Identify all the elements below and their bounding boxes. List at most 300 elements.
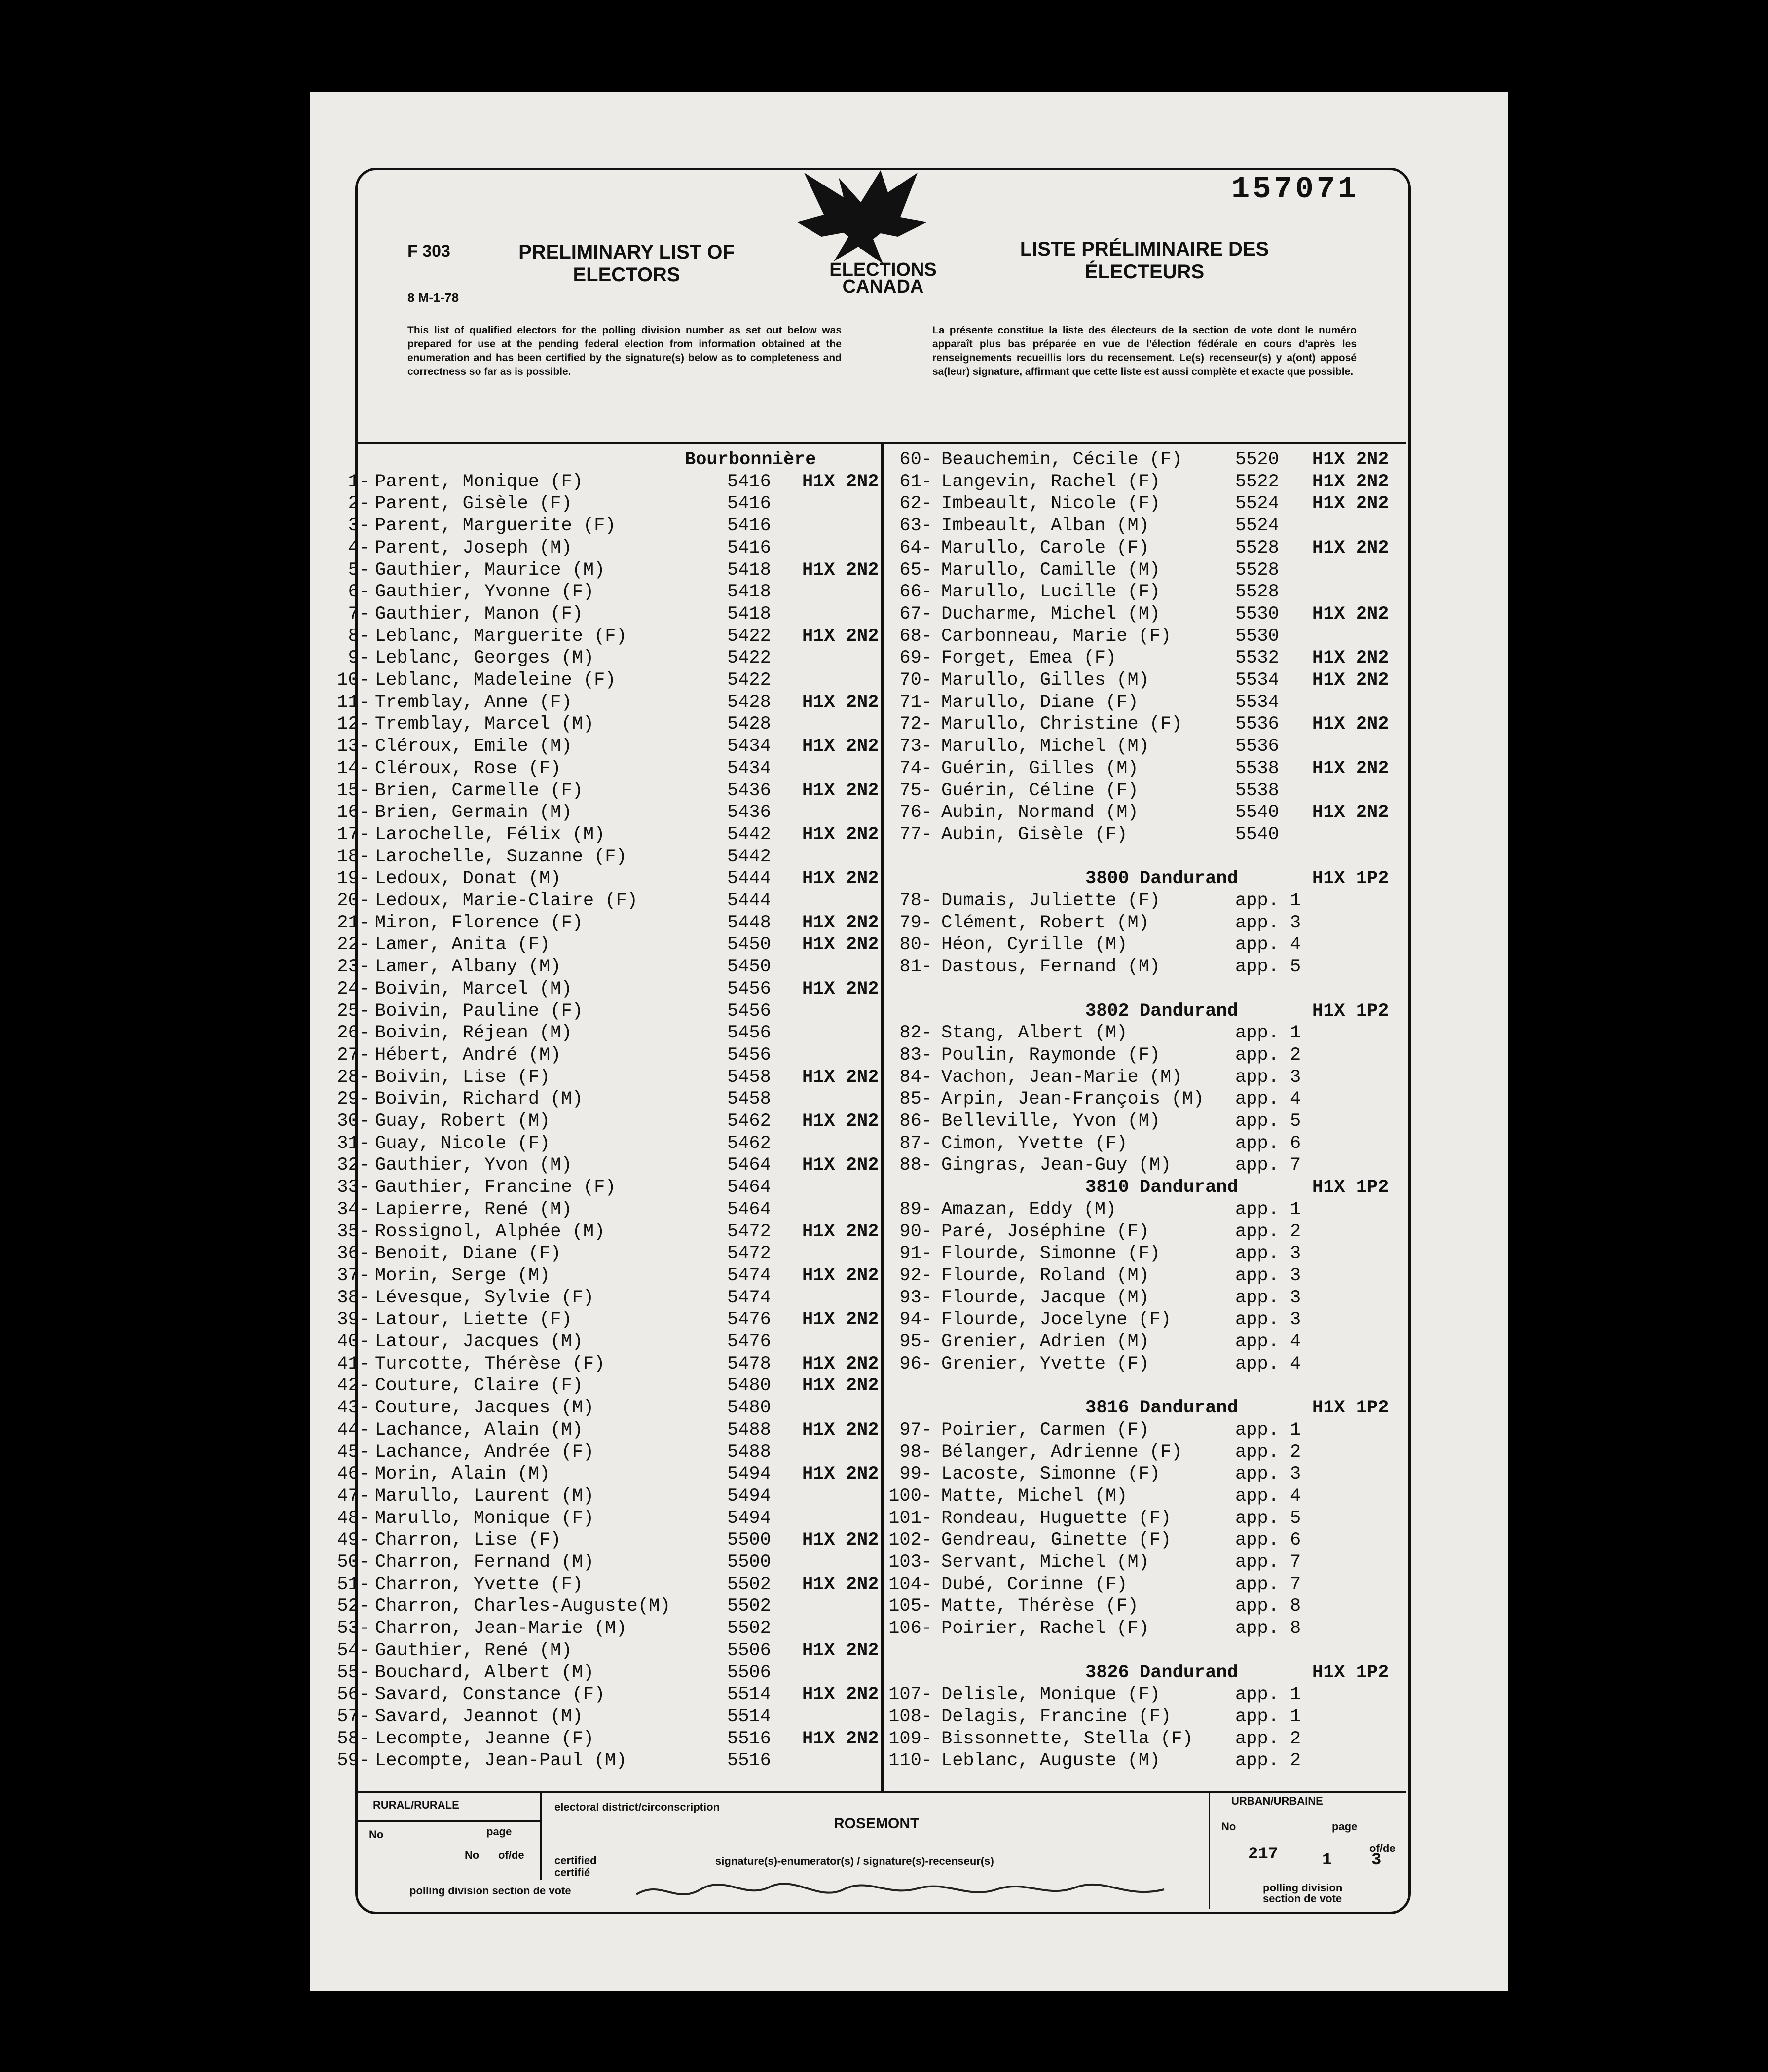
elector-number: 54- <box>337 1640 370 1661</box>
elector-name: Hébert, André (M) <box>375 1044 561 1066</box>
elector-number: 82- <box>899 1023 932 1044</box>
elector-address: app. 2 <box>1235 1044 1301 1066</box>
elector-name: Marullo, Carole (F) <box>941 537 1149 558</box>
elector-name: Matte, Michel (M) <box>941 1485 1128 1507</box>
street-name: Dandurand <box>1140 1000 1238 1022</box>
elector-postal-code: H1X 2N2 <box>802 1067 879 1088</box>
elector-address: 5488 <box>727 1419 771 1441</box>
elector-address: app. 1 <box>1235 1684 1301 1705</box>
elector-number: 4- <box>348 537 370 558</box>
elector-postal-code: H1X 2N2 <box>802 1464 879 1485</box>
elector-name: Couture, Jacques (M) <box>375 1398 594 1419</box>
elector-postal-code: H1X 2N2 <box>1312 493 1389 515</box>
elector-postal-code: H1X 2N2 <box>1312 802 1389 823</box>
elector-name: Parent, Gisèle (F) <box>375 493 572 515</box>
elector-number: 76- <box>899 802 932 823</box>
elector-name: Lachance, Alain (M) <box>375 1419 583 1441</box>
elector-address: 5480 <box>727 1398 771 1419</box>
elector-name: Charron, Fernand (M) <box>375 1552 594 1573</box>
urban-no-label: No <box>1221 1820 1236 1833</box>
elector-name: Latour, Liette (F) <box>375 1309 572 1331</box>
elector-name: Delisle, Monique (F) <box>941 1684 1161 1705</box>
elector-number: 17- <box>337 824 370 845</box>
elector-number: 35- <box>337 1221 370 1242</box>
elector-number: 11- <box>337 692 370 713</box>
elector-address: app. 7 <box>1235 1155 1301 1176</box>
elector-name: Gauthier, Manon (F) <box>375 603 583 625</box>
elector-postal-code: H1X 2N2 <box>1312 603 1389 625</box>
elector-address: 5478 <box>727 1353 771 1374</box>
elector-number: 49- <box>337 1530 370 1551</box>
elector-name: Larochelle, Suzanne (F) <box>375 846 627 867</box>
elector-name: Marullo, Diane (F) <box>941 692 1139 713</box>
elector-number: 30- <box>337 1111 370 1132</box>
elector-number: 91- <box>899 1243 932 1264</box>
elector-address: app. 3 <box>1235 1464 1301 1485</box>
elector-name: Morin, Alain (M) <box>375 1464 551 1485</box>
elector-address: 5436 <box>727 802 771 823</box>
elector-number: 89- <box>899 1199 932 1220</box>
elector-number: 94- <box>899 1309 932 1331</box>
elector-address: app. 4 <box>1235 1353 1301 1374</box>
elector-name: Charron, Charles-Auguste(M) <box>375 1596 671 1617</box>
elector-address: app. 5 <box>1235 957 1301 978</box>
elector-postal-code: H1X 2N2 <box>802 912 879 933</box>
elector-address: 5476 <box>727 1309 771 1331</box>
street-name: Dandurand <box>1140 1177 1238 1198</box>
elector-name: Morin, Serge (M) <box>375 1265 551 1286</box>
elector-name: Stang, Albert (M) <box>941 1023 1128 1044</box>
elector-number: 107- <box>888 1684 932 1705</box>
elector-address: 5532 <box>1235 648 1279 669</box>
rural-of-label: of/de <box>498 1849 524 1861</box>
elector-number: 48- <box>337 1508 370 1529</box>
elector-number: 33- <box>337 1177 370 1198</box>
elector-postal-code: H1X 2N2 <box>1312 648 1389 669</box>
elector-number: 41- <box>337 1353 370 1374</box>
elector-address: app. 3 <box>1235 1287 1301 1308</box>
elector-address: app. 5 <box>1235 1111 1301 1132</box>
elector-number: 69- <box>899 648 932 669</box>
elector-name: Guérin, Gilles (M) <box>941 758 1139 779</box>
elector-number: 97- <box>899 1419 932 1441</box>
elector-address: 5444 <box>727 868 771 889</box>
elector-address: 5474 <box>727 1287 771 1308</box>
elector-number: 65- <box>899 559 932 581</box>
elector-number: 88- <box>899 1155 932 1176</box>
elector-address: app. 2 <box>1235 1221 1301 1242</box>
elector-number: 83- <box>899 1044 932 1066</box>
elector-name: Poirier, Rachel (F) <box>941 1618 1149 1639</box>
elector-name: Leblanc, Georges (M) <box>375 648 594 669</box>
elector-postal-code: H1X 2N2 <box>802 1111 879 1132</box>
elector-name: Poirier, Carmen (F) <box>941 1419 1149 1441</box>
elector-number: 57- <box>337 1706 370 1727</box>
footer-divider <box>358 1791 1406 1793</box>
elector-number: 92- <box>899 1265 932 1286</box>
elector-name: Dastous, Fernand (M) <box>941 957 1161 978</box>
elector-number: 59- <box>337 1750 370 1772</box>
elector-address: 5528 <box>1235 559 1279 581</box>
street-number: 3816 <box>1085 1398 1129 1419</box>
elector-address: 5534 <box>1235 670 1279 691</box>
street-number: 3810 <box>1085 1177 1129 1198</box>
district-label: electoral district/circonscription <box>554 1801 720 1813</box>
elector-name: Lévesque, Sylvie (F) <box>375 1287 594 1308</box>
elector-address: 5536 <box>1235 736 1279 757</box>
elector-address: 5462 <box>727 1133 771 1154</box>
elector-address: 5538 <box>1235 758 1279 779</box>
elector-postal-code: H1X 2N2 <box>802 736 879 757</box>
elector-address: 5428 <box>727 714 771 735</box>
street-name: Dandurand <box>1140 1662 1238 1683</box>
elector-name: Leblanc, Madeleine (F) <box>375 670 616 691</box>
elector-number: 106- <box>888 1618 932 1639</box>
elector-number: 18- <box>337 846 370 867</box>
elector-name: Arpin, Jean-François (M) <box>941 1089 1204 1110</box>
elector-number: 110- <box>888 1750 932 1772</box>
elector-address: 5524 <box>1235 516 1279 537</box>
elector-address: 5458 <box>727 1067 771 1088</box>
elector-number: 23- <box>337 957 370 978</box>
elector-number: 50- <box>337 1552 370 1573</box>
certification-text-french: La présente constitue la liste des électeurs de la section de vote dont le numéro apparaît plus bas préparée en vue de l'élection fédérale en cours d'après les renseignements recueillis lors du recensement. Le(s) recenseur(s) y a(ont) apposé sa(leur) signature, affirmant que cette liste est aussi complète et exacte que possible. <box>932 325 1357 377</box>
elector-number: 32- <box>337 1155 370 1176</box>
elector-number: 40- <box>337 1332 370 1352</box>
elector-number: 101- <box>888 1508 932 1529</box>
elector-number: 99- <box>899 1464 932 1485</box>
elector-name: Ducharme, Michel (M) <box>941 603 1161 625</box>
elector-postal-code: H1X 2N2 <box>802 1309 879 1331</box>
elector-name: Marullo, Christine (F) <box>941 714 1182 735</box>
elector-number: 105- <box>888 1596 932 1617</box>
elector-address: app. 1 <box>1235 1706 1301 1727</box>
elector-address: app. 5 <box>1235 1508 1301 1529</box>
elector-address: 5500 <box>727 1530 771 1551</box>
elector-number: 42- <box>337 1375 370 1397</box>
rural-page-label: page <box>486 1825 512 1838</box>
elector-name: Savard, Constance (F) <box>375 1684 605 1705</box>
elector-name: Guérin, Céline (F) <box>941 780 1139 801</box>
elector-address: 5418 <box>727 582 771 603</box>
elector-number: 66- <box>899 582 932 603</box>
elector-address: 5494 <box>727 1508 771 1529</box>
enumerator-signature <box>631 1875 1174 1909</box>
elector-number: 85- <box>899 1089 932 1110</box>
elector-address: 5472 <box>727 1243 771 1264</box>
elector-number: 1- <box>348 471 370 492</box>
elector-address: 5458 <box>727 1089 771 1110</box>
elector-postal-code: H1X 2N2 <box>802 1155 879 1176</box>
elector-number: 104- <box>888 1574 932 1595</box>
elector-name: Langevin, Rachel (F) <box>941 471 1161 492</box>
elector-number: 10- <box>337 670 370 691</box>
elector-number: 24- <box>337 978 370 999</box>
elector-name: Boivin, Réjean (M) <box>375 1023 572 1044</box>
elector-number: 52- <box>337 1596 370 1617</box>
elector-name: Guay, Robert (M) <box>375 1111 551 1132</box>
elector-address: app. 6 <box>1235 1530 1301 1551</box>
street-number: 3826 <box>1085 1662 1129 1683</box>
elector-name: Bélanger, Adrienne (F) <box>941 1442 1182 1463</box>
elector-name: Larochelle, Félix (M) <box>375 824 605 845</box>
elector-address: app. 3 <box>1235 1309 1301 1331</box>
elector-address: 5444 <box>727 890 771 911</box>
elector-name: Gendreau, Ginette (F) <box>941 1530 1172 1551</box>
elector-number: 19- <box>337 868 370 889</box>
logo-text: ELECTIONS CANADA <box>829 259 937 297</box>
elector-name: Marullo, Laurent (M) <box>375 1485 594 1507</box>
elector-address: 5502 <box>727 1596 771 1617</box>
elector-number: 93- <box>899 1287 932 1308</box>
elector-number: 12- <box>337 714 370 735</box>
elector-address: 5428 <box>727 692 771 713</box>
elector-name: Dubé, Corinne (F) <box>941 1574 1128 1595</box>
elector-name: Lecompte, Jean-Paul (M) <box>375 1750 627 1772</box>
elector-name: Gauthier, Maurice (M) <box>375 559 605 581</box>
elector-number: 109- <box>888 1728 932 1749</box>
elector-number: 47- <box>337 1485 370 1507</box>
elector-postal-code: H1X 2N2 <box>802 626 879 647</box>
elector-name: Lachance, Andrée (F) <box>375 1442 594 1463</box>
urban-of-label: of/de <box>1369 1842 1396 1854</box>
elector-address: 5416 <box>727 471 771 492</box>
elector-address: 5534 <box>1235 692 1279 713</box>
elector-address: 5506 <box>727 1662 771 1683</box>
elector-number: 28- <box>337 1067 370 1088</box>
elector-name: Rossignol, Alphée (M) <box>375 1221 605 1242</box>
elector-name: Charron, Jean-Marie (M) <box>375 1618 627 1639</box>
elector-name: Benoit, Diane (F) <box>375 1243 561 1264</box>
elector-name: Leblanc, Marguerite (F) <box>375 626 627 647</box>
elector-number: 63- <box>899 516 932 537</box>
elector-number: 84- <box>899 1067 932 1088</box>
elector-address: app. 2 <box>1235 1750 1301 1772</box>
elector-postal-code: H1X 2N2 <box>802 824 879 845</box>
elector-postal-code: H1X 2N2 <box>802 1684 879 1705</box>
elector-number: 56- <box>337 1684 370 1705</box>
elector-number: 67- <box>899 603 932 625</box>
elector-name: Lecompte, Jeanne (F) <box>375 1728 594 1749</box>
elector-name: Rondeau, Huguette (F) <box>941 1508 1172 1529</box>
elector-postal-code: H1X 2N2 <box>1312 449 1389 470</box>
rural-divider <box>540 1793 542 1880</box>
elector-address: 5422 <box>727 648 771 669</box>
elector-number: 61- <box>899 471 932 492</box>
elector-address: 5436 <box>727 780 771 801</box>
elector-name: Guay, Nicole (F) <box>375 1133 551 1154</box>
elector-name: Brien, Carmelle (F) <box>375 780 583 801</box>
title-french: LISTE PRÉLIMINAIRE DES ÉLECTEURS <box>1020 238 1269 283</box>
elector-number: 31- <box>337 1133 370 1154</box>
street-postal-code: H1X 1P2 <box>1312 1177 1389 1198</box>
elector-number: 27- <box>337 1044 370 1066</box>
elector-address: app. 3 <box>1235 1243 1301 1264</box>
elector-address: 5474 <box>727 1265 771 1286</box>
elector-postal-code: H1X 2N2 <box>802 692 879 713</box>
elector-number: 20- <box>337 890 370 911</box>
elector-name: Charron, Lise (F) <box>375 1530 561 1551</box>
elector-number: 43- <box>337 1398 370 1419</box>
elector-name: Gauthier, Yvonne (F) <box>375 582 594 603</box>
elector-number: 36- <box>337 1243 370 1264</box>
elector-address: 5416 <box>727 493 771 515</box>
elector-number: 45- <box>337 1442 370 1463</box>
elector-address: 5476 <box>727 1332 771 1352</box>
elector-address: app. 1 <box>1235 1199 1301 1220</box>
elector-number: 95- <box>899 1332 932 1352</box>
elector-address: 5480 <box>727 1375 771 1397</box>
elector-postal-code: H1X 2N2 <box>802 1375 879 1397</box>
elector-number: 102- <box>888 1530 932 1551</box>
elector-address: 5464 <box>727 1177 771 1198</box>
elector-number: 80- <box>899 934 932 956</box>
elector-address: 5434 <box>727 758 771 779</box>
elector-postal-code: H1X 2N2 <box>802 1728 879 1749</box>
elector-address: 5462 <box>727 1111 771 1132</box>
elector-address: 5530 <box>1235 626 1279 647</box>
elector-name: Gauthier, Francine (F) <box>375 1177 616 1198</box>
district-value: ROSEMONT <box>834 1815 920 1832</box>
elector-address: app. 2 <box>1235 1442 1301 1463</box>
elector-number: 81- <box>899 957 932 978</box>
elector-name: Marullo, Michel (M) <box>941 736 1149 757</box>
elector-name: Paré, Joséphine (F) <box>941 1221 1149 1242</box>
form-number: F 303 <box>407 242 450 260</box>
elector-postal-code: H1X 2N2 <box>802 868 879 889</box>
elector-address: 5418 <box>727 559 771 581</box>
street-postal-code: H1X 1P2 <box>1312 868 1389 889</box>
elector-address: 5528 <box>1235 537 1279 558</box>
elector-address: 5506 <box>727 1640 771 1661</box>
elector-number: 90- <box>899 1221 932 1242</box>
elector-address: 5536 <box>1235 714 1279 735</box>
elector-number: 34- <box>337 1199 370 1220</box>
elector-postal-code: H1X 2N2 <box>802 471 879 492</box>
elector-name: Gauthier, René (M) <box>375 1640 572 1661</box>
urban-page-label: page <box>1332 1820 1358 1833</box>
elector-postal-code: H1X 2N2 <box>802 978 879 999</box>
elector-address: 5418 <box>727 603 771 625</box>
elector-address: 5488 <box>727 1442 771 1463</box>
elector-name: Imbeault, Nicole (F) <box>941 493 1161 515</box>
elector-name: Boivin, Pauline (F) <box>375 1000 583 1022</box>
elector-name: Parent, Monique (F) <box>375 471 583 492</box>
urban-polling-label: polling division section de vote <box>1263 1882 1343 1905</box>
elector-name: Tremblay, Anne (F) <box>375 692 572 713</box>
elector-postal-code: H1X 2N2 <box>802 559 879 581</box>
elector-address: 5538 <box>1235 780 1279 801</box>
elector-name: Marullo, Lucille (F) <box>941 582 1161 603</box>
elector-address: 5494 <box>727 1485 771 1507</box>
elector-name: Leblanc, Auguste (M) <box>941 1750 1161 1772</box>
elector-address: app. 4 <box>1235 934 1301 956</box>
elector-number: 58- <box>337 1728 370 1749</box>
elector-name: Flourde, Simonne (F) <box>941 1243 1161 1264</box>
elector-name: Gauthier, Yvon (M) <box>375 1155 572 1176</box>
elector-name: Héon, Cyrille (M) <box>941 934 1128 956</box>
elector-postal-code: H1X 2N2 <box>1312 670 1389 691</box>
elector-address: app. 7 <box>1235 1574 1301 1595</box>
elector-postal-code: H1X 2N2 <box>1312 714 1389 735</box>
elector-address: 5416 <box>727 516 771 537</box>
elector-address: app. 3 <box>1235 912 1301 933</box>
elector-name: Lapierre, René (M) <box>375 1199 572 1220</box>
elector-address: 5494 <box>727 1464 771 1485</box>
elector-postal-code: H1X 2N2 <box>802 1353 879 1374</box>
elector-number: 74- <box>899 758 932 779</box>
serial-number: 157071 <box>1231 172 1360 207</box>
elector-name: Delagis, Francine (F) <box>941 1706 1172 1727</box>
elector-number: 70- <box>899 670 932 691</box>
elector-number: 71- <box>899 692 932 713</box>
elector-address: app. 1 <box>1235 1419 1301 1441</box>
elector-name: Bissonnette, Stella (F) <box>941 1728 1193 1749</box>
elector-number: 46- <box>337 1464 370 1485</box>
elector-address: 5450 <box>727 957 771 978</box>
elector-address: 5524 <box>1235 493 1279 515</box>
elector-address: 5502 <box>727 1618 771 1639</box>
elector-address: 5472 <box>727 1221 771 1242</box>
elector-number: 38- <box>337 1287 370 1308</box>
elector-name: Carbonneau, Marie (F) <box>941 626 1172 647</box>
elector-name: Turcotte, Thérèse (F) <box>375 1353 605 1374</box>
elector-number: 6- <box>348 582 370 603</box>
elector-number: 103- <box>888 1552 932 1573</box>
elector-address: 5456 <box>727 1044 771 1066</box>
elector-name: Forget, Emea (F) <box>941 648 1117 669</box>
elector-name: Clément, Robert (M) <box>941 912 1149 933</box>
elector-name: Bouchard, Albert (M) <box>375 1662 594 1683</box>
elector-address: 5522 <box>1235 471 1279 492</box>
elector-address: 5530 <box>1235 603 1279 625</box>
elector-address: app. 3 <box>1235 1265 1301 1286</box>
elector-postal-code: H1X 2N2 <box>802 1530 879 1551</box>
elector-number: 60- <box>899 449 932 470</box>
elector-name: Boivin, Lise (F) <box>375 1067 551 1088</box>
elector-number: 98- <box>899 1442 932 1463</box>
elector-name: Savard, Jeannot (M) <box>375 1706 583 1727</box>
elector-postal-code: H1X 2N2 <box>802 1640 879 1661</box>
elector-postal-code: H1X 2N2 <box>1312 537 1389 558</box>
elector-name: Grenier, Yvette (F) <box>941 1353 1149 1374</box>
elector-number: 39- <box>337 1309 370 1331</box>
elector-postal-code: H1X 2N2 <box>802 934 879 956</box>
elector-name: Servant, Michel (M) <box>941 1552 1149 1573</box>
elector-address: 5514 <box>727 1684 771 1705</box>
urban-label: URBAN/URBAINE <box>1231 1795 1323 1807</box>
elector-postal-code: H1X 2N2 <box>802 1221 879 1242</box>
elector-address: app. 4 <box>1235 1485 1301 1507</box>
street-postal-code: H1X 1P2 <box>1312 1662 1389 1683</box>
elector-name: Flourde, Jocelyne (F) <box>941 1309 1172 1331</box>
elector-postal-code: H1X 2N2 <box>802 1574 879 1595</box>
elector-name: Flourde, Jacque (M) <box>941 1287 1149 1308</box>
rural-rule <box>358 1820 540 1822</box>
elector-number: 62- <box>899 493 932 515</box>
elector-address: app. 8 <box>1235 1596 1301 1617</box>
elector-number: 44- <box>337 1419 370 1441</box>
elector-name: Belleville, Yvon (M) <box>941 1111 1161 1132</box>
elector-postal-code: H1X 2N2 <box>1312 471 1389 492</box>
street-number: 3800 <box>1085 868 1129 889</box>
elector-address: app. 8 <box>1235 1618 1301 1639</box>
elector-number: 68- <box>899 626 932 647</box>
elector-number: 14- <box>337 758 370 779</box>
street-postal-code: H1X 1P2 <box>1312 1398 1389 1419</box>
elector-number: 5- <box>348 559 370 581</box>
elector-address: 5540 <box>1235 802 1279 823</box>
